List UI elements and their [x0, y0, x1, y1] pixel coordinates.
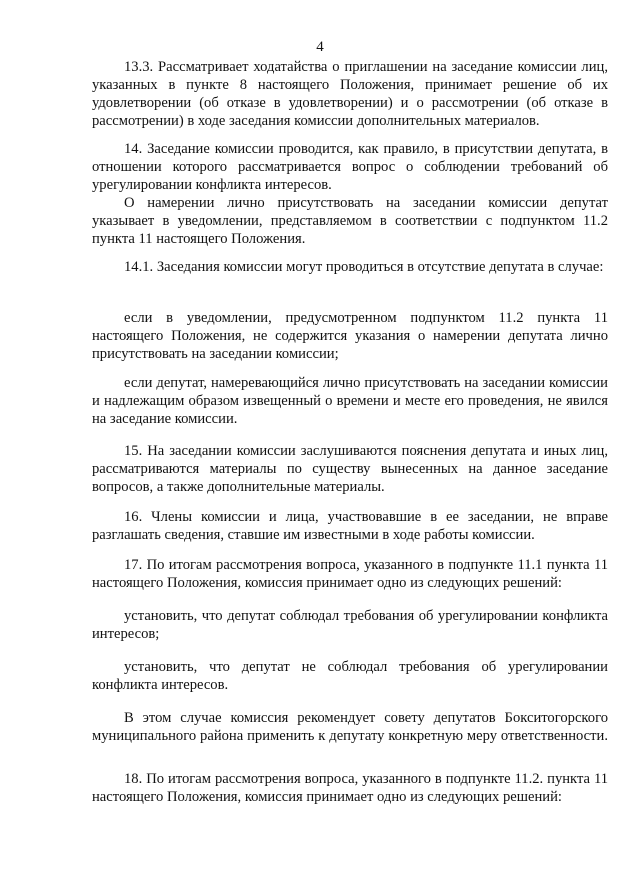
paragraph-17-decision-2: установить, что депутат не соблюдал требования об урегулировании конфликта интересов.	[92, 659, 608, 693]
paragraph-14-intent: О намерении лично присутствовать на заседании комиссии депутат указывает в уведомлении, представляемом в соответствии с подпунктом 11.2 пункта 11 настоящего Положения.	[92, 195, 608, 247]
paragraph-14-1: 14.1. Заседания комиссии могут проводиться в отсутствие депутата в случае:	[124, 259, 604, 275]
paragraph-14-1-case-1: если в уведомлении, предусмотренном подпунктом 11.2 пункта 11 настоящего Положения, не содержится указания о намерении депутата лично присутствовать на заседании комиссии;	[92, 310, 608, 362]
paragraph-17-recommendation: В этом случае комиссия рекомендует совету депутатов Бокситогорского муниципального района применить к депутату конкретную меру ответственности.	[92, 710, 608, 744]
paragraph-18: 18. По итогам рассмотрения вопроса, указанного в подпункте 11.2. пункта 11 настоящего Положения, комиссия принимает одно из следующих решений:	[92, 771, 608, 805]
page-number: 4	[316, 39, 324, 55]
paragraph-16: 16. Члены комиссии и лица, участвовавшие в ее заседании, не вправе разглашать сведения, ставшие им известными в ходе работы комиссии.	[92, 509, 608, 543]
paragraph-17-decision-1: установить, что депутат соблюдал требования об урегулировании конфликта интересов;	[92, 608, 608, 642]
paragraph-15: 15. На заседании комиссии заслушиваются пояснения депутата и иных лиц, рассматриваются материалы по существу вынесенных на данное заседание вопросов, а также дополнительные материалы.	[92, 443, 608, 495]
paragraph-14-1-case-2: если депутат, намеревающийся лично присутствовать на заседании комиссии и надлежащим образом извещенный о времени и месте его проведения, не явился на заседание комиссии.	[92, 375, 608, 427]
paragraph-14: 14. Заседание комиссии проводится, как правило, в присутствии депутата, в отношении которого рассматривается вопрос о соблюдении требований об урегулировании конфликта интересов.	[92, 141, 608, 193]
paragraph-17: 17. По итогам рассмотрения вопроса, указанного в подпункте 11.1 пункта 11 настоящего Положения, комиссия принимает одно из следующих решений:	[92, 557, 608, 591]
paragraph-13-3: 13.3. Рассматривает ходатайства о приглашении на заседание комиссии лиц, указанных в пункте 8 настоящего Положения, принимает решение об их удовлетворении (об отказе в удовлетворении) и о рассмотрении (об отказе в рассмотрении) в ходе заседания комиссии дополнительных материалов.	[92, 59, 608, 129]
